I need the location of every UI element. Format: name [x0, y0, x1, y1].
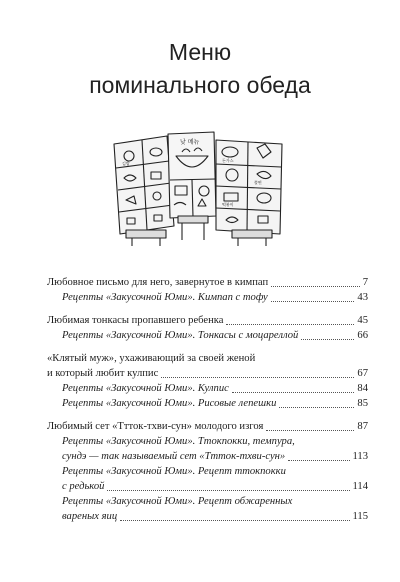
dot-leader [266, 429, 354, 431]
toc-recipe-row[interactable] [47, 434, 368, 464]
recipe-title: Рецепты «Закусочной Юми». Кулпис [62, 383, 229, 394]
dot-leader [107, 489, 349, 491]
chapter-title: «Клятый муж», ухаживающий за своей женой [47, 353, 256, 364]
dot-leader [279, 406, 354, 408]
dot-leader [226, 323, 354, 325]
board-item-label: 김밥 [122, 161, 130, 166]
dot-leader [232, 391, 355, 393]
page-title [0, 36, 400, 102]
chapter-title-continued: и который любит кулпис [47, 368, 159, 379]
toc-recipe-row[interactable] [47, 494, 368, 524]
page-number: 66 [357, 330, 368, 341]
dot-leader [301, 338, 354, 340]
dot-leader [288, 459, 349, 461]
recipe-title-continued: сундэ — так называемый сет «Ттток-тхви-сун» [62, 451, 286, 462]
dot-leader [271, 300, 355, 302]
page-number: 67 [357, 368, 368, 379]
page-number: 113 [352, 451, 368, 462]
recipe-title: Рецепты «Закусочной Юми». Рецепт ттокпокки [62, 466, 286, 477]
page-number: 43 [357, 292, 368, 303]
page-title-line-2: поминального обеда [89, 72, 311, 98]
chapter-title: Любимая тонкасы пропавшего ребенка [47, 315, 224, 326]
chapter-title: Любовное письмо для него, завернутое в кимпап [47, 277, 269, 288]
dot-leader [120, 519, 349, 521]
recipe-title: Рецепты «Закусочной Юми». Рисовые лепешки [62, 398, 277, 409]
recipe-title: Рецепты «Закусочной Юми». Ттокпокки, темпура, [62, 436, 295, 447]
board-item-label: 돈가스 [222, 158, 234, 163]
page-title-line-1: Меню [168, 39, 232, 65]
toc-chapter [47, 419, 368, 524]
page-number: 85 [357, 398, 368, 409]
page-number: 114 [352, 481, 368, 492]
recipe-title-continued: вареных яиц [62, 511, 118, 522]
toc-chapter-row[interactable] [47, 419, 368, 434]
toc-recipe-row[interactable] [47, 396, 368, 411]
toc-chapter [47, 351, 368, 411]
toc-chapter [47, 313, 368, 343]
page-number: 45 [357, 315, 368, 326]
board-item-label: 쫄면 [254, 180, 262, 185]
recipe-title: Рецепты «Закусочной Юми». Тонкасы с моцареллой [62, 330, 299, 341]
toc-recipe-row[interactable] [47, 464, 368, 494]
board-label: 낮 메뉴 [180, 139, 200, 146]
toc-recipe-row[interactable] [47, 328, 368, 343]
toc-chapter-row[interactable] [47, 351, 368, 381]
recipe-title: Рецепты «Закусочной Юми». Рецепт обжаренных [62, 496, 293, 507]
table-of-contents [47, 275, 368, 524]
page-number: 87 [357, 421, 368, 432]
page-number: 7 [362, 277, 368, 288]
toc-chapter-row[interactable] [47, 275, 368, 290]
dot-leader [271, 285, 360, 287]
dot-leader [161, 376, 354, 378]
page-number: 115 [352, 511, 368, 522]
toc-chapter [47, 275, 368, 305]
recipe-title: Рецепты «Закусочной Юми». Кимпап с тофу [62, 292, 268, 303]
recipe-title-continued: с редькой [62, 481, 105, 492]
board-item-label: 떡볶이 [222, 202, 234, 207]
page-number: 84 [357, 383, 368, 394]
toc-recipe-row[interactable] [47, 381, 368, 396]
menu-boards-illustration [112, 130, 290, 248]
toc-recipe-row[interactable] [47, 290, 368, 305]
chapter-title: Любимый сет «Ттток-тхви-сун» молодого изгоя [47, 421, 264, 432]
toc-chapter-row[interactable] [47, 313, 368, 328]
